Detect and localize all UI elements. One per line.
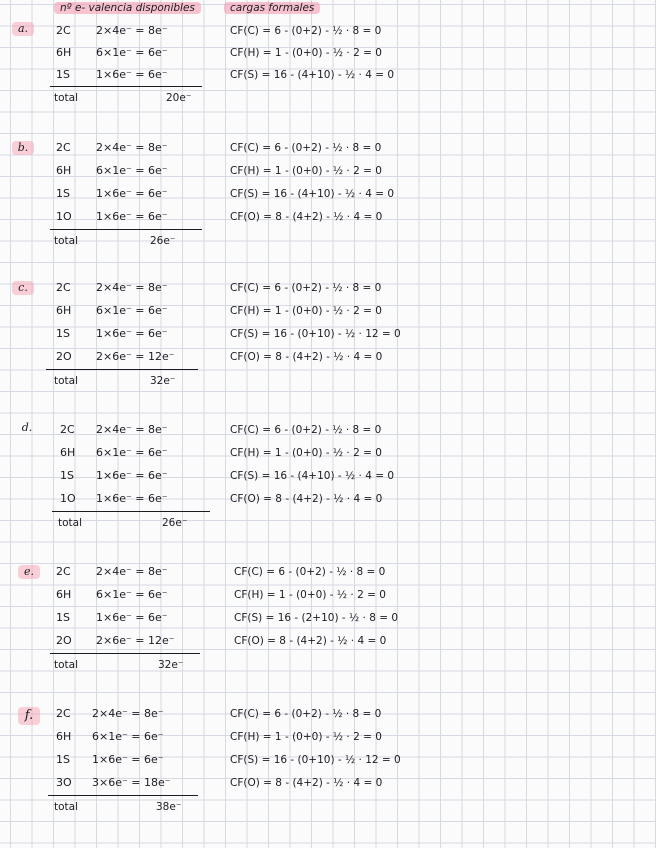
- atoms: 2C: [56, 141, 71, 154]
- total-label: total: [54, 659, 79, 671]
- total-label: total: [58, 517, 83, 529]
- atom-row: [0, 64, 656, 86]
- atoms: 6H: [60, 446, 76, 459]
- valence-calc: 6×1e⁻ = 6e⁻: [96, 304, 168, 317]
- total-row: [0, 230, 656, 252]
- formal-charge: CF(H) = 1 - (0+0) - ½ · 2 = 0: [230, 305, 382, 317]
- atoms: 1S: [56, 68, 70, 81]
- valence-calc: 1×6e⁻ = 6e⁻: [96, 210, 168, 223]
- formal-charge: CF(C) = 6 - (0+2) - ½ · 8 = 0: [230, 424, 382, 436]
- total-label: total: [54, 375, 79, 387]
- valence-calc: 2×4e⁻ = 8e⁻: [96, 141, 168, 154]
- valence-calc: 1×6e⁻ = 6e⁻: [96, 469, 168, 482]
- atom-row: [0, 442, 656, 464]
- total-value: 32e⁻: [150, 375, 176, 387]
- total-value: 38e⁻: [156, 801, 182, 813]
- formal-charge: CF(S) = 16 - (4+10) - ½ · 4 = 0: [230, 470, 395, 482]
- exercise-letter: a.: [12, 22, 34, 36]
- formal-charge: CF(C) = 6 - (0+2) - ½ · 8 = 0: [230, 282, 382, 294]
- valence-calc: 1×6e⁻ = 6e⁻: [96, 611, 168, 624]
- formal-charge: CF(C) = 6 - (0+2) - ½ · 8 = 0: [230, 142, 382, 154]
- atoms: 1S: [60, 469, 74, 482]
- exercise-letter: f.: [18, 707, 40, 725]
- total-row: [0, 370, 656, 392]
- atoms: 1S: [56, 187, 70, 200]
- total-value: 26e⁻: [150, 235, 176, 247]
- total-value: 32e⁻: [158, 659, 184, 671]
- atoms: 1S: [56, 327, 70, 340]
- atoms: 2C: [56, 281, 71, 294]
- formal-charge: CF(H) = 1 - (0+0) - ½ · 2 = 0: [230, 47, 382, 59]
- atom-row: [0, 206, 656, 228]
- header-charges-label: cargas formales: [224, 0, 320, 16]
- formal-charge: CF(S) = 16 - (4+10) - ½ · 4 = 0: [230, 188, 395, 200]
- atom-row: [0, 607, 656, 629]
- atoms: 3O: [56, 776, 72, 789]
- atom-row: [0, 465, 656, 487]
- valence-calc: 6×1e⁻ = 6e⁻: [96, 46, 168, 59]
- formal-charge: CF(S) = 16 - (4+10) - ½ · 4 = 0: [230, 69, 395, 81]
- formal-charge: CF(S) = 16 - (0+10) - ½ · 12 = 0: [230, 754, 401, 766]
- formal-charge: CF(O) = 8 - (4+2) - ½ · 4 = 0: [230, 211, 383, 223]
- valence-calc: 6×1e⁻ = 6e⁻: [92, 730, 164, 743]
- atom-row: [0, 749, 656, 771]
- atoms: 1S: [56, 753, 70, 766]
- valence-calc: 2×4e⁻ = 8e⁻: [96, 281, 168, 294]
- atoms: 2C: [56, 707, 71, 720]
- atom-row: [0, 42, 656, 64]
- valence-calc: 1×6e⁻ = 6e⁻: [96, 492, 168, 505]
- atom-row: [0, 20, 656, 42]
- atom-row: [0, 183, 656, 205]
- valence-calc: 1×6e⁻ = 6e⁻: [96, 327, 168, 340]
- formal-charge: CF(C) = 6 - (0+2) - ½ · 8 = 0: [234, 566, 386, 578]
- header-valence-label: nº e- valencia disponibles: [54, 0, 201, 16]
- formal-charge: CF(O) = 8 - (4+2) - ½ · 4 = 0: [230, 493, 383, 505]
- atoms: 2C: [60, 423, 75, 436]
- atom-row: [0, 630, 656, 652]
- valence-calc: 2×4e⁻ = 8e⁻: [96, 423, 168, 436]
- atom-row: [0, 323, 656, 345]
- exercise-letter: b.: [12, 141, 34, 155]
- exercise-letter: c.: [12, 281, 34, 295]
- valence-calc: 1×6e⁻ = 6e⁻: [96, 68, 168, 81]
- atom-row: [0, 703, 656, 725]
- total-label: total: [54, 92, 79, 104]
- total-row: [0, 796, 656, 818]
- atom-row: [0, 726, 656, 748]
- valence-calc: 2×4e⁻ = 8e⁻: [92, 707, 164, 720]
- atoms: 6H: [56, 588, 72, 601]
- total-row: [0, 87, 656, 109]
- valence-calc: 6×1e⁻ = 6e⁻: [96, 588, 168, 601]
- formal-charge: CF(H) = 1 - (0+0) - ½ · 2 = 0: [230, 165, 382, 177]
- valence-calc: 2×6e⁻ = 12e⁻: [96, 350, 175, 363]
- atoms: 2C: [56, 24, 71, 37]
- atoms: 1O: [56, 210, 72, 223]
- exercise-letter: d.: [21, 421, 33, 434]
- atoms: 6H: [56, 304, 72, 317]
- atom-row: [0, 300, 656, 322]
- atoms: 6H: [56, 730, 72, 743]
- atoms: 1S: [56, 611, 70, 624]
- total-label: total: [54, 235, 79, 247]
- valence-calc: 6×1e⁻ = 6e⁻: [96, 164, 168, 177]
- atoms: 1O: [60, 492, 76, 505]
- valence-calc: 1×6e⁻ = 6e⁻: [96, 187, 168, 200]
- formal-charge: CF(O) = 8 - (4+2) - ½ · 4 = 0: [230, 777, 383, 789]
- total-value: 20e⁻: [166, 92, 192, 104]
- atom-row: [0, 137, 656, 159]
- total-row: [0, 512, 656, 534]
- valence-calc: 6×1e⁻ = 6e⁻: [96, 446, 168, 459]
- atom-row: [0, 346, 656, 368]
- atom-row: [0, 277, 656, 299]
- atom-row: [0, 584, 656, 606]
- total-label: total: [54, 801, 79, 813]
- valence-calc: 1×6e⁻ = 6e⁻: [92, 753, 164, 766]
- exercise-letter: e.: [18, 565, 40, 579]
- atoms: 2O: [56, 634, 72, 647]
- valence-calc: 2×4e⁻ = 8e⁻: [96, 24, 168, 37]
- formal-charge: CF(C) = 6 - (0+2) - ½ · 8 = 0: [230, 708, 382, 720]
- atoms: 6H: [56, 164, 72, 177]
- atom-row: [0, 419, 656, 441]
- formal-charge: CF(C) = 6 - (0+2) - ½ · 8 = 0: [230, 25, 382, 37]
- total-row: [0, 654, 656, 676]
- atoms: 6H: [56, 46, 72, 59]
- atom-row: [0, 488, 656, 510]
- atoms: 2C: [56, 565, 71, 578]
- valence-calc: 2×4e⁻ = 8e⁻: [96, 565, 168, 578]
- formal-charge: CF(H) = 1 - (0+0) - ½ · 2 = 0: [230, 731, 382, 743]
- atom-row: [0, 561, 656, 583]
- formal-charge: CF(S) = 16 - (0+10) - ½ · 12 = 0: [230, 328, 401, 340]
- total-value: 26e⁻: [162, 517, 188, 529]
- atom-row: [0, 160, 656, 182]
- formal-charge: CF(O) = 8 - (4+2) - ½ · 4 = 0: [230, 351, 383, 363]
- formal-charge: CF(O) = 8 - (4+2) - ½ · 4 = 0: [234, 635, 387, 647]
- formal-charge: CF(H) = 1 - (0+0) - ½ · 2 = 0: [234, 589, 386, 601]
- valence-calc: 3×6e⁻ = 18e⁻: [92, 776, 171, 789]
- valence-calc: 2×6e⁻ = 12e⁻: [96, 634, 175, 647]
- atom-row: [0, 772, 656, 794]
- atoms: 2O: [56, 350, 72, 363]
- formal-charge: CF(S) = 16 - (2+10) - ½ · 8 = 0: [234, 612, 399, 624]
- formal-charge: CF(H) = 1 - (0+0) - ½ · 2 = 0: [230, 447, 382, 459]
